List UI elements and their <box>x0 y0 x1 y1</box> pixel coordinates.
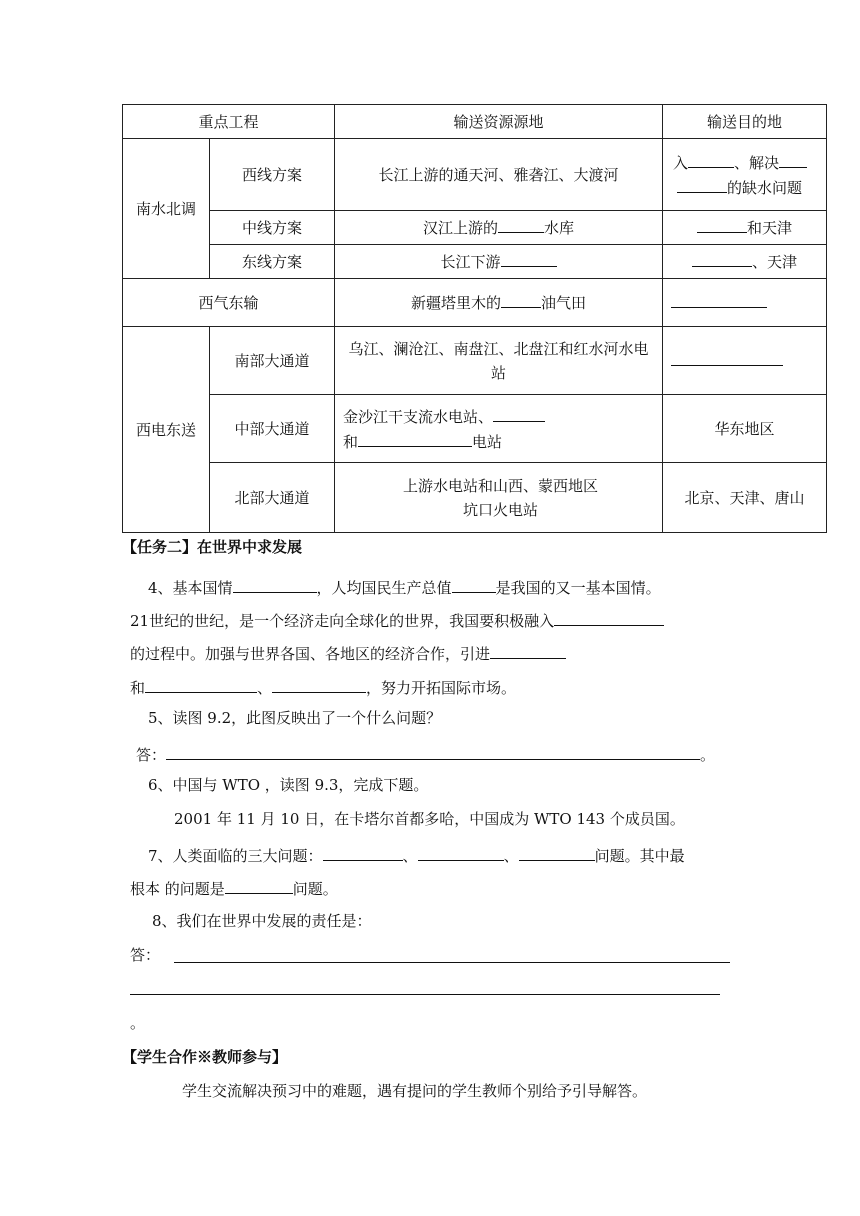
source-text: 新疆塔里木的 <box>411 294 502 312</box>
west-gas-source <box>335 279 663 327</box>
south-channel-source: 乌江、澜沧江、南盘江、北盘江和红水河水电站 <box>335 327 663 395</box>
header-source: 输送资源源地 <box>335 105 663 139</box>
middle-channel-source <box>335 395 663 463</box>
header-destination: 输送目的地 <box>663 105 827 139</box>
q7-text: 问题。 <box>292 880 338 898</box>
source-text: 和 <box>343 432 359 451</box>
dest-text: 、天津 <box>752 253 798 271</box>
dest-text: 和天津 <box>747 219 793 237</box>
answer-label: 答： <box>136 746 167 764</box>
q4-text: ，人均国民生产总值 <box>316 579 452 597</box>
q4-text: 和 <box>130 679 146 697</box>
table-row <box>123 211 827 245</box>
blank <box>519 843 595 861</box>
middle-channel-destination: 华东地区 <box>663 395 827 463</box>
blank <box>225 876 293 894</box>
q7-text: 根本 的问题是 <box>130 880 225 898</box>
header-project: 重点工程 <box>123 105 335 139</box>
dest-text: 入 <box>673 153 689 172</box>
blank <box>671 290 767 308</box>
q4-text: 的过程中。加强与世界各国、各地区的经济合作，引进 <box>130 645 491 663</box>
answer-line <box>130 994 720 995</box>
q6-text: 2001 年 11 月 10 日，在卡塔尔首都多哈，中国成为 WTO 143 个成员国。 <box>174 810 685 828</box>
west-gas-name: 西气东输 <box>123 279 335 327</box>
east-route-destination <box>663 245 827 279</box>
q4-text: 、 <box>257 679 273 697</box>
table-row <box>123 327 827 395</box>
answer-line <box>174 962 730 963</box>
q4-line2 <box>130 608 664 631</box>
table-header-row <box>123 105 827 139</box>
q6-question: 6、中国与 WTO ，读图 9.3，完成下题。 <box>148 776 429 794</box>
north-channel-source: 上游水电站和山西、蒙西地区坑口火电站 <box>335 463 663 533</box>
table-row <box>123 395 827 463</box>
source-text: 电站 <box>472 432 503 451</box>
q7-text: 7、人类面临的三大问题： <box>148 847 323 865</box>
blank <box>697 215 747 233</box>
west-route-source: 长江上游的通天河、雅砻江、大渡河 <box>335 139 663 211</box>
cooperation-heading: 【学生合作※教师参与】 <box>122 1048 288 1066</box>
blank <box>498 215 544 233</box>
blank <box>358 429 472 447</box>
blank <box>688 150 734 168</box>
q7-text: 、 <box>503 847 519 865</box>
project-table <box>122 104 827 533</box>
dest-text: 、解决 <box>734 153 780 172</box>
blank <box>233 575 317 593</box>
blank <box>692 249 752 267</box>
west-route-destination <box>663 139 827 211</box>
blank <box>671 348 783 366</box>
blank <box>145 675 257 693</box>
group-west-power: 西电东送 <box>123 327 210 533</box>
blank <box>554 608 664 626</box>
q7-text: 问题。其中最 <box>594 847 685 865</box>
answer-end: 。 <box>700 746 716 764</box>
table-row <box>123 245 827 279</box>
east-route-source <box>335 245 663 279</box>
blank <box>452 575 496 593</box>
blank <box>323 843 403 861</box>
blank <box>501 249 557 267</box>
table-row <box>123 279 827 327</box>
south-channel-name: 南部大通道 <box>210 327 335 395</box>
q5-answer-line <box>136 742 715 765</box>
west-gas-destination <box>663 279 827 327</box>
north-channel-destination: 北京、天津、唐山 <box>663 463 827 533</box>
source-text: 长江下游 <box>440 253 501 271</box>
blank <box>418 843 504 861</box>
q7-line2 <box>130 876 338 899</box>
q7-line1 <box>148 843 685 866</box>
table-row <box>123 463 827 533</box>
dest-text: 的缺水问题 <box>727 178 803 197</box>
table-row <box>123 139 827 211</box>
blank <box>501 290 541 308</box>
q4-text: 21世纪的世纪，是一个经济走向全球化的世界，我国要积极融入 <box>130 612 555 630</box>
blank <box>677 175 727 193</box>
east-route-name: 东线方案 <box>210 245 335 279</box>
blank <box>779 150 807 168</box>
q5-question: 5、读图 9.2，此图反映出了一个什么问题？ <box>148 709 442 727</box>
north-channel-name: 北部大通道 <box>210 463 335 533</box>
source-text: 水库 <box>544 219 575 237</box>
middle-route-destination <box>663 211 827 245</box>
blank <box>493 404 545 422</box>
group-south-north: 南水北调 <box>123 139 210 279</box>
blank <box>272 675 366 693</box>
q4-line1 <box>148 575 661 598</box>
q4-text: 4、基本国情 <box>148 579 233 597</box>
q8-answer-label: 答： <box>130 946 161 964</box>
q7-text: 、 <box>402 847 418 865</box>
q4-line3 <box>130 641 566 664</box>
q8-answer-end: 。 <box>130 1014 146 1032</box>
middle-channel-name: 中部大通道 <box>210 395 335 463</box>
source-text: 金沙江干支流水电站、 <box>343 407 494 426</box>
source-text: 汉江上游的 <box>423 219 499 237</box>
middle-route-name: 中线方案 <box>210 211 335 245</box>
q8-question: 8、我们在世界中发展的责任是： <box>152 912 372 930</box>
blank <box>490 641 566 659</box>
q4-line4 <box>130 675 516 698</box>
blank <box>166 742 700 760</box>
cooperation-text: 学生交流解决预习中的难题，遇有提问的学生教师个别给予引导解答。 <box>182 1082 648 1100</box>
south-channel-destination <box>663 327 827 395</box>
task2-heading: 【任务二】在世界中求发展 <box>122 538 303 556</box>
q4-text: 是我国的又一基本国情。 <box>495 579 661 597</box>
q4-text: ，努力开拓国际市场。 <box>366 679 517 697</box>
west-route-name: 西线方案 <box>210 139 335 211</box>
source-text: 油气田 <box>541 294 587 312</box>
middle-route-source <box>335 211 663 245</box>
